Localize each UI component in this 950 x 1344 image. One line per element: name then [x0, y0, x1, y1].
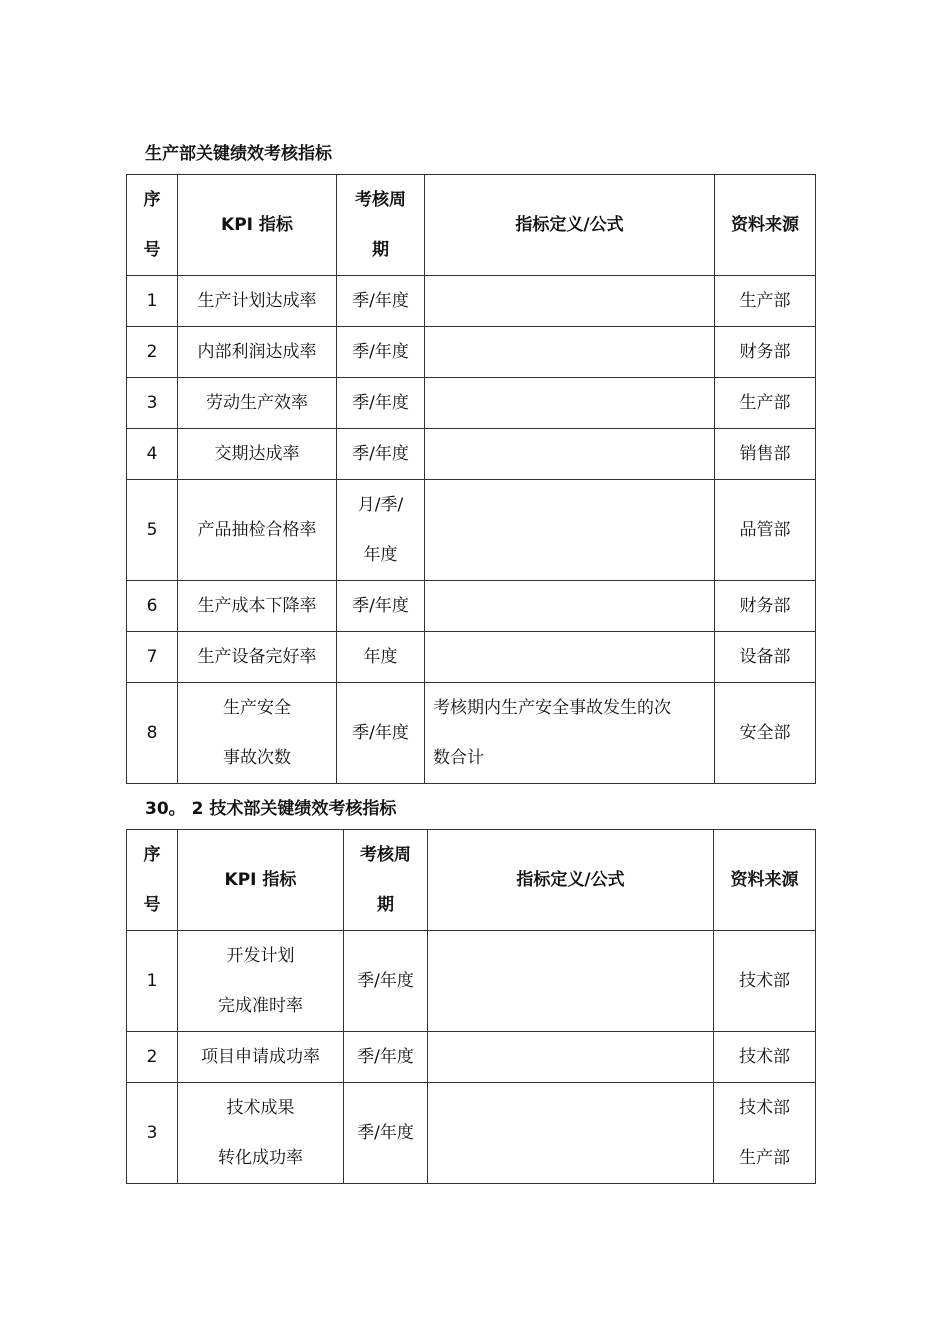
header-period: 考核周 期: [337, 175, 425, 276]
cell-kpi: 内部利润达成率: [178, 327, 337, 378]
header-period: 考核周 期: [344, 830, 428, 931]
cell-kpi: 项目申请成功率: [178, 1032, 344, 1083]
section-title-production: 生产部关键绩效考核指标: [145, 144, 332, 164]
cell-no: 6: [127, 581, 178, 632]
cell-source: 技术部: [714, 1032, 816, 1083]
cell-definition: [428, 1083, 714, 1184]
table-row: [127, 429, 816, 480]
cell-period: 季/年度: [337, 683, 425, 784]
cell-no: 1: [127, 276, 178, 327]
cell-source: 财务部: [715, 581, 816, 632]
cell-kpi: 交期达成率: [178, 429, 337, 480]
cell-source: 销售部: [715, 429, 816, 480]
table-row: [127, 632, 816, 683]
cell-source: 设备部: [715, 632, 816, 683]
header-source: 资料来源: [714, 830, 816, 931]
header-source: 资料来源: [715, 175, 816, 276]
cell-period: 季/年度: [337, 581, 425, 632]
table-row: [127, 480, 816, 581]
cell-kpi: 生产设备完好率: [178, 632, 337, 683]
cell-definition: [425, 480, 715, 581]
cell-source: 生产部: [715, 276, 816, 327]
table-row: [127, 1083, 816, 1184]
cell-period: 年度: [337, 632, 425, 683]
cell-definition: 考核期内生产安全事故发生的次 数合计: [425, 683, 715, 784]
cell-kpi: 开发计划 完成准时率: [178, 931, 344, 1032]
header-kpi: KPI 指标: [178, 830, 344, 931]
header-definition: 指标定义/公式: [425, 175, 715, 276]
table-row: [127, 581, 816, 632]
table-row: [127, 378, 816, 429]
table-row: [127, 276, 816, 327]
cell-definition: [428, 931, 714, 1032]
cell-source: 品管部: [715, 480, 816, 581]
cell-period: 月/季/ 年度: [337, 480, 425, 581]
cell-kpi: 生产安全 事故次数: [178, 683, 337, 784]
cell-source: 技术部: [714, 931, 816, 1032]
cell-no: 3: [127, 1083, 178, 1184]
cell-kpi: 劳动生产效率: [178, 378, 337, 429]
cell-no: 3: [127, 378, 178, 429]
table-header-row: [127, 830, 816, 931]
section-title-technology: 30。 2 技术部关键绩效考核指标: [145, 799, 397, 819]
cell-definition: [425, 378, 715, 429]
cell-kpi: 生产成本下降率: [178, 581, 337, 632]
cell-no: 5: [127, 480, 178, 581]
cell-kpi: 技术成果 转化成功率: [178, 1083, 344, 1184]
cell-source: 财务部: [715, 327, 816, 378]
cell-kpi: 生产计划达成率: [178, 276, 337, 327]
cell-period: 季/年度: [344, 1032, 428, 1083]
cell-period: 季/年度: [344, 1083, 428, 1184]
cell-definition: [425, 276, 715, 327]
cell-definition: [425, 581, 715, 632]
cell-source: 生产部: [715, 378, 816, 429]
production-kpi-table: [126, 174, 816, 784]
cell-period: 季/年度: [337, 429, 425, 480]
cell-period: 季/年度: [337, 276, 425, 327]
cell-no: 2: [127, 327, 178, 378]
cell-source: 技术部 生产部: [714, 1083, 816, 1184]
cell-period: 季/年度: [344, 931, 428, 1032]
cell-no: 4: [127, 429, 178, 480]
header-no: 序 号: [127, 175, 178, 276]
cell-period: 季/年度: [337, 327, 425, 378]
cell-definition: [425, 327, 715, 378]
cell-definition: [428, 1032, 714, 1083]
table-row: [127, 683, 816, 784]
cell-definition: [425, 429, 715, 480]
cell-no: 1: [127, 931, 178, 1032]
cell-no: 7: [127, 632, 178, 683]
cell-no: 2: [127, 1032, 178, 1083]
header-definition: 指标定义/公式: [428, 830, 714, 931]
cell-definition: [425, 632, 715, 683]
table-row: [127, 327, 816, 378]
header-kpi: KPI 指标: [178, 175, 337, 276]
cell-period: 季/年度: [337, 378, 425, 429]
table-row: [127, 931, 816, 1032]
table-row: [127, 1032, 816, 1083]
technology-kpi-table: [126, 829, 816, 1184]
table-header-row: [127, 175, 816, 276]
cell-source: 安全部: [715, 683, 816, 784]
header-no: 序 号: [127, 830, 178, 931]
cell-kpi: 产品抽检合格率: [178, 480, 337, 581]
cell-no: 8: [127, 683, 178, 784]
